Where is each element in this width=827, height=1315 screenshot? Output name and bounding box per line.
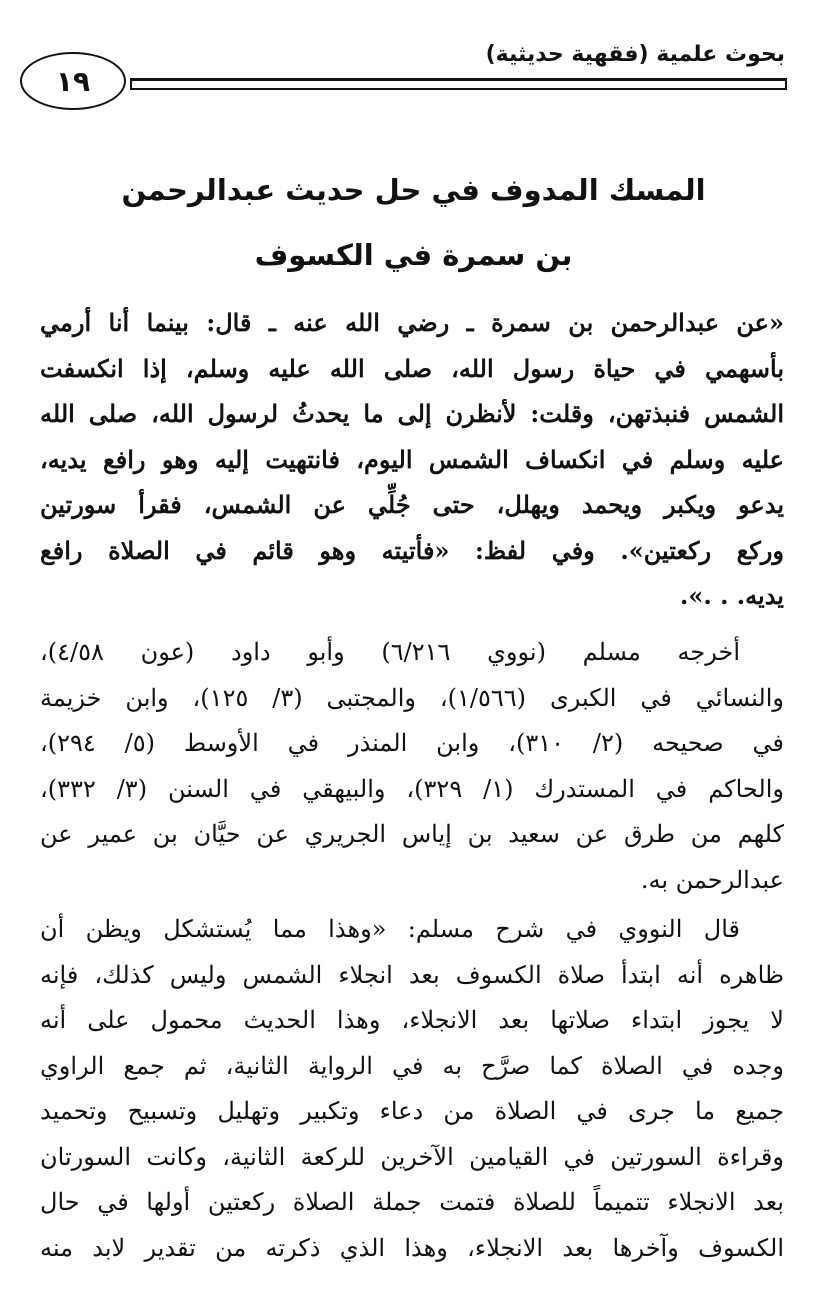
page-number: ١٩ [20, 52, 126, 110]
text-line: في صحيحه (٢/ ٣١٠)، وابن المنذر في الأوسط (٥/ ٢٩٤)، [40, 729, 784, 757]
text-line: يدعو ويكبر ويحمد ويهلل، حتى جُلِّي عن الشمس، فقرأ سورتين [40, 490, 784, 519]
text-line: جميع ما جرى في الصلاة من دعاء وتكبير وتهليل وتسبيح وتحميد [40, 1097, 784, 1125]
hadith-paragraph [40, 300, 784, 619]
article-title-line-1: المسك المدوف في حل حديث عبدالرحمن [121, 173, 706, 207]
text-line: والحاكم في المستدرك (١/ ٣٢٩)، والبيهقي في السنن (٣/ ٣٣٢)، [40, 774, 784, 803]
text-line: كلهم من طرق عن سعيد بن إياس الجريري عن حيَّان بن عمير عن [40, 820, 784, 848]
nawawi-commentary-paragraph [40, 907, 784, 1271]
header-rule [130, 78, 787, 90]
text-line: وقراءة السورتين في القيامين الآخرين للركعة الثانية، وكانت السورتان [40, 1142, 784, 1171]
text-line: يديه. . .». [680, 581, 784, 610]
text-line: أخرجه مسلم (نووي ٦/٢١٦) وأبو داود (عون ٤/٥٨)، [40, 638, 740, 666]
text-line: الكسوف وآخرها بعد الانجلاء، وهذا الذي ذكرته من تقدير لابد منه [40, 1233, 784, 1262]
takhrij-paragraph [40, 630, 784, 903]
text-line: وجده في الصلاة كما صرَّح به في الرواية الثانية، ثم جمع الراوي [40, 1051, 784, 1080]
text-line: والنسائي في الكبرى (١/٥٦٦)، والمجتبى (٣/ ١٢٥)، وابن خزيمة [40, 683, 784, 712]
article-title-line-2: بن سمرة في الكسوف [254, 238, 573, 272]
text-line: لا يجوز ابتداء صلاتها بعد الانجلاء، وهذا الحديث محمول على أنه [40, 1006, 784, 1034]
text-line: الشمس فنبذتهن، وقلت: لأنظرن إلى ما يحدثُ لرسول الله، صلى الله [40, 399, 784, 428]
running-header: بحوث علمية (فقهية حديثية) [485, 42, 785, 67]
text-line: بعد الانجلاء تتميماً للصلاة فتمت جملة الصلاة ركعتين أولها في حال [40, 1188, 784, 1216]
text-line: ظاهره أنه ابتدأ صلاة الكسوف بعد انجلاء الشمس وليس كذلك، فإنه [40, 960, 784, 989]
text-line: «عن عبدالرحمن بن سمرة ـ رضي الله عنه ـ قال: بينما أنا أرمي [40, 308, 784, 337]
text-line: عبدالرحمن به. [640, 865, 784, 894]
text-line: قال النووي في شرح مسلم: «وهذا مما يُستشكل ويظن أن [40, 915, 740, 943]
text-line: وركع ركعتين». وفي لفظ: «فأتيته وهو قائم في الصلاة رافع [40, 535, 784, 565]
text-line: بأسهمي في حياة رسول الله، صلى الله عليه وسلم، إذا انكسفت [40, 353, 784, 383]
text-line: عليه وسلم في انكساف الشمس اليوم، فانتهيت إليه وهو رافع يديه، [40, 444, 784, 474]
